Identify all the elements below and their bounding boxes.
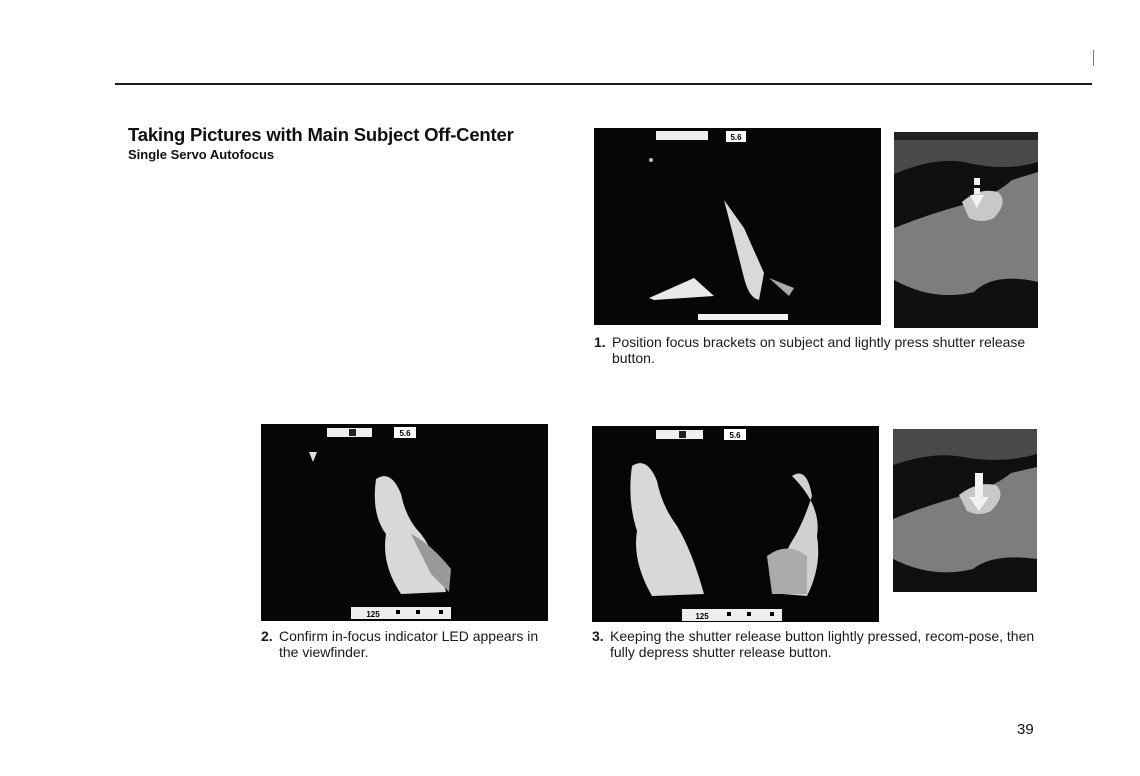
camera-photo-step-1 <box>894 132 1038 328</box>
page-title: Taking Pictures with Main Subject Off-Center <box>128 124 514 145</box>
step-1-text: Position focus brackets on subject and lightly press shutter release button. <box>612 334 1026 366</box>
step-2-text: Confirm in-focus indicator LED appears in the viewfinder. <box>279 628 539 660</box>
viewfinder-image-step-3 <box>592 426 879 622</box>
shutter-readout: 125 <box>695 612 709 621</box>
step-2-number: 2. <box>261 628 273 644</box>
camera-photo-step-3 <box>893 429 1037 592</box>
aperture-readout: 5.6 <box>729 431 741 440</box>
aperture-readout: 5.6 <box>399 429 411 438</box>
viewfinder-scene-step-1 <box>594 128 881 325</box>
step-3-caption <box>592 628 1042 660</box>
page-number: 39 <box>1017 721 1034 738</box>
camera-scene-step-3 <box>893 429 1037 592</box>
viewfinder-scene-step-2 <box>261 424 548 621</box>
edge-mark <box>1093 50 1094 66</box>
step-1-caption <box>594 334 1044 366</box>
aperture-readout: 5.6 <box>730 133 742 142</box>
viewfinder-image-step-1 <box>594 128 881 325</box>
step-3-text: Keeping the shutter release button lightly pressed, recom-pose, then fully depress shutter release button. <box>610 628 1035 660</box>
page-subtitle: Single Servo Autofocus <box>128 147 275 162</box>
step-2-caption <box>261 628 561 660</box>
step-1-number: 1. <box>594 334 606 350</box>
step-3-number: 3. <box>592 628 604 644</box>
header-rule <box>115 83 1092 85</box>
viewfinder-image-step-2 <box>261 424 548 621</box>
shutter-readout: 125 <box>366 610 380 619</box>
camera-scene-step-1 <box>894 132 1038 328</box>
viewfinder-scene-step-3 <box>592 426 879 622</box>
